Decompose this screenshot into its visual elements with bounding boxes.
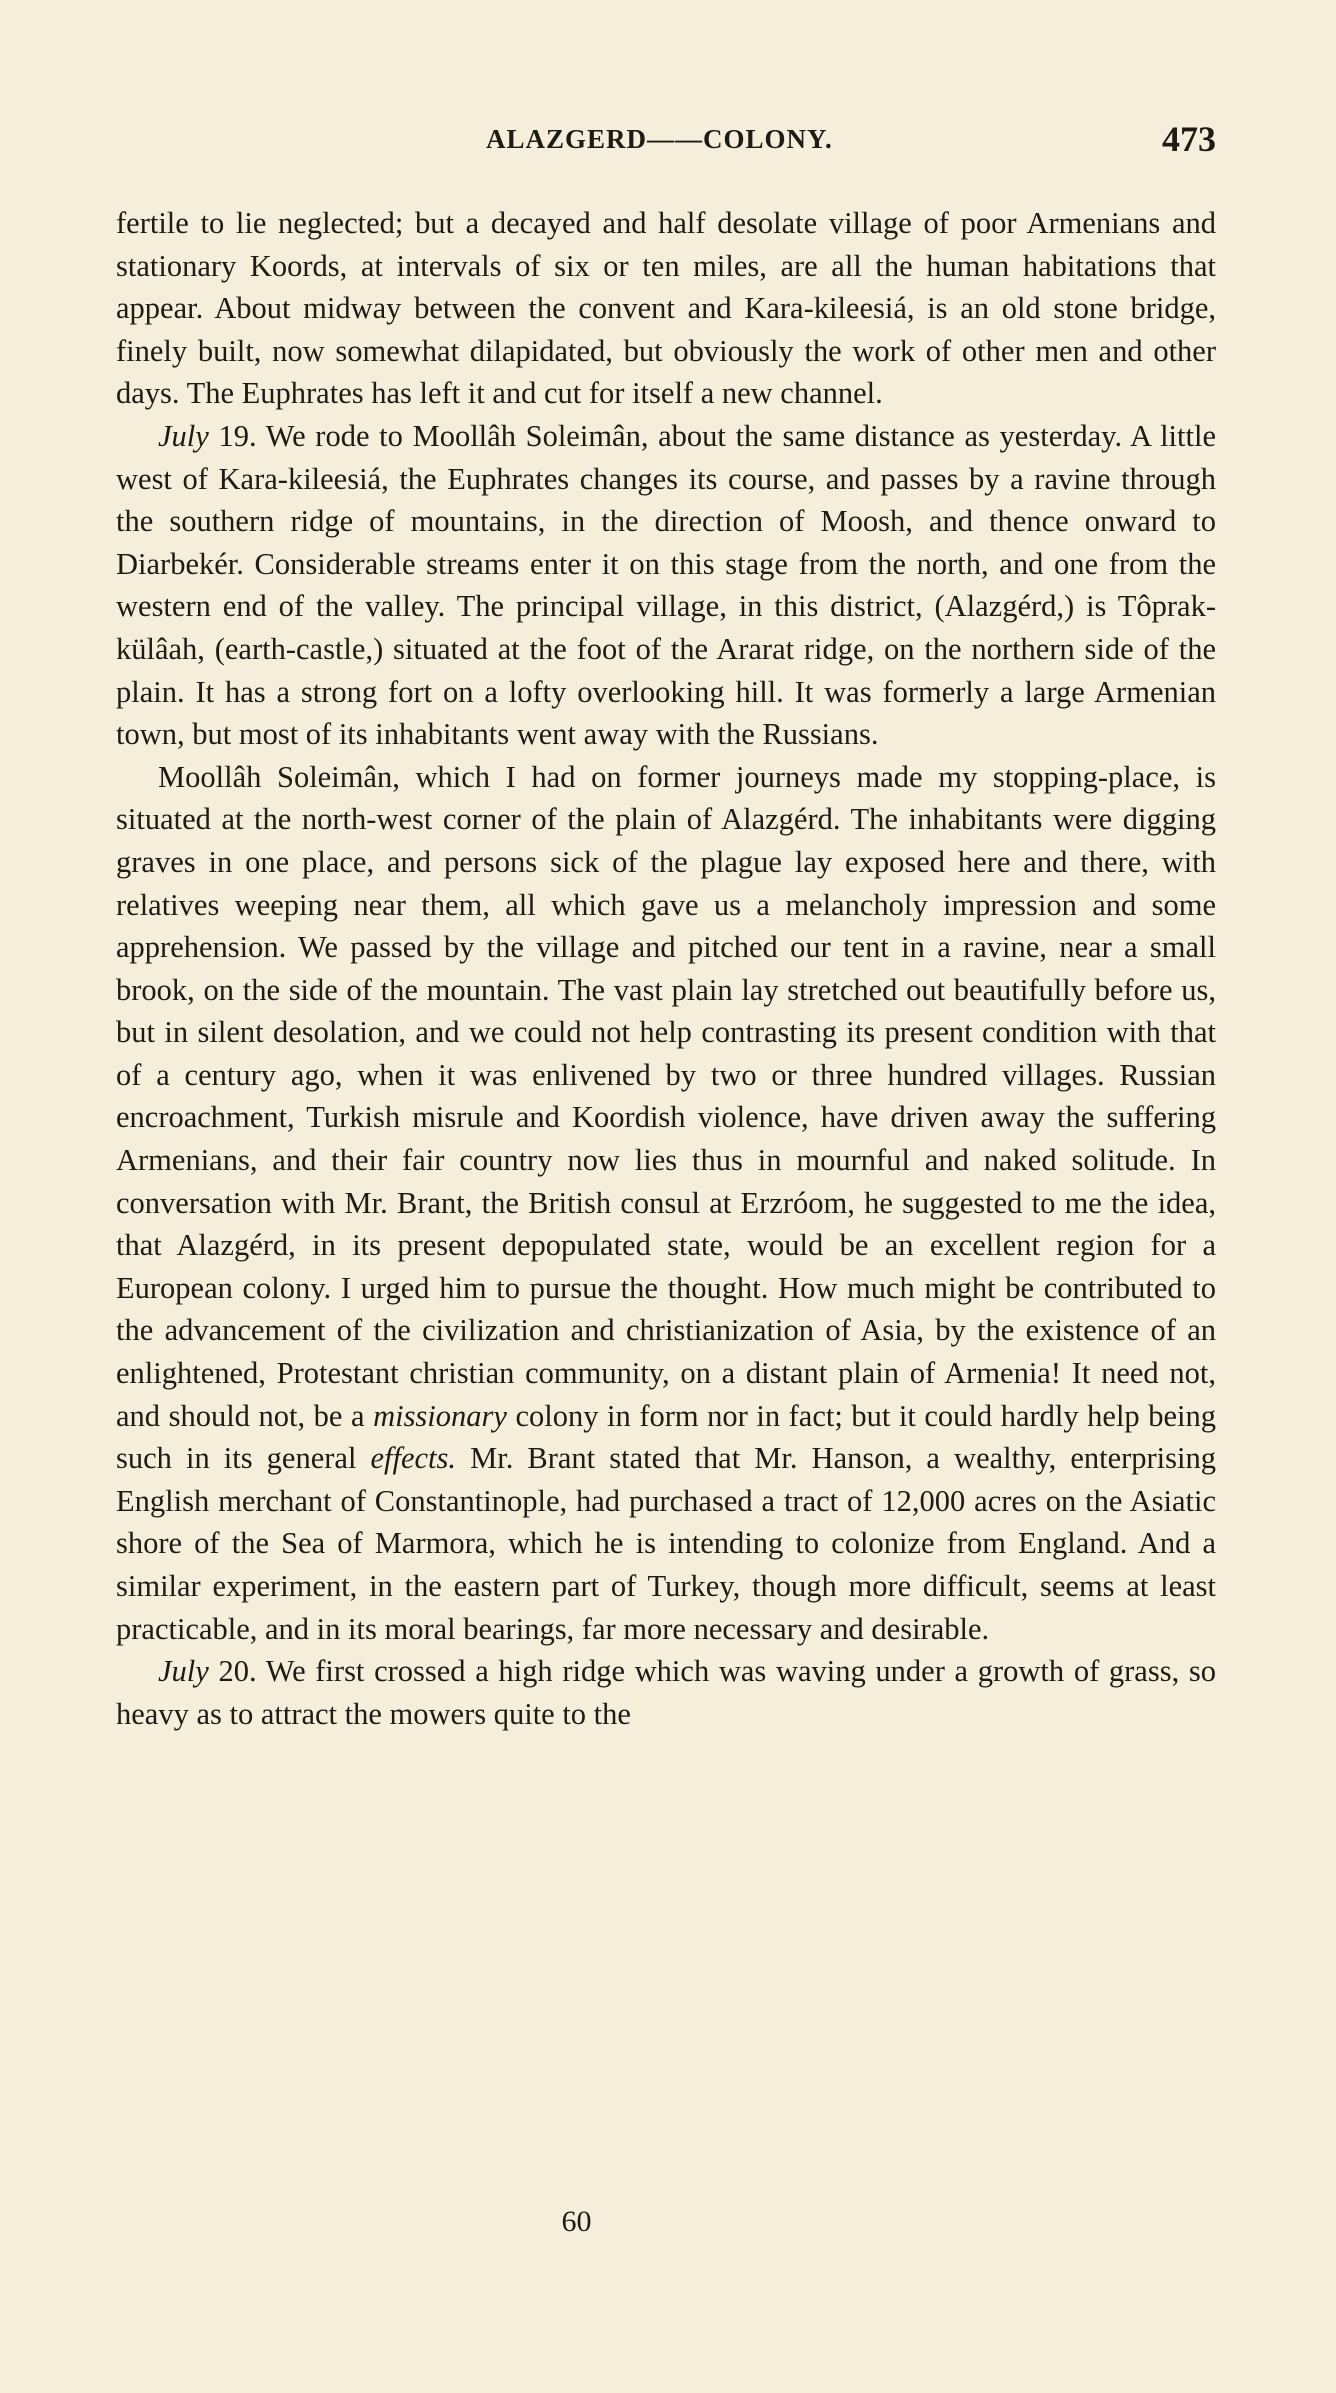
italic-text: missionary [373,1398,507,1433]
page-number: 473 [1162,119,1216,159]
text-segment: Mr. Brant stated that Mr. Hanson, a wealthy, enterprising English merchant of Constantinople, had purchased a tract of 12,000 acres on the Asiatic shore of the Sea of Marmora, which he is intending to colonize from England. And a similar experiment, in the eastern part of Turkey, though more difficult, seems at least practicable, and in its moral bearings, far more necessary and desirable. [116,1441,1216,1646]
text-segment: fertile to lie neglected; but a decayed and half desolate village of poor Armenians and stationary Koords, at intervals of six or ten miles, are all the human habitations that appear. About midway between the convent and Kara-kileesiá, is an old stone bridge, finely built, now somewhat dilapidated, but obviously the work of other men and other days. The Euphrates has left it and cut for itself a new channel. [116,206,1216,411]
paragraph [116,756,1216,1650]
paragraph [116,415,1216,756]
text-segment: 20. We first crossed a high ridge which was waving under a growth of grass, so heavy as to attract the mowers quite to the [116,1654,1216,1731]
text-segment: colony in form nor in fact; but it could hardly help being such in its general [116,1398,1216,1476]
paragraph [116,202,1216,415]
page-header [116,118,1216,166]
text-segment: Moollâh Soleimân, which I had on former journeys made my stopping-place, is situated at the north-west corner of the plain of Alazgérd. The inhabitants were digging graves in one place, and persons sick of the plague lay exposed here and there, with relatives weeping near them, all which gave us a melancholy impression and some apprehension. We passed by the village and pitched our tent in a ravine, near a small brook, on the side of the mountain. The vast plain lay stretched out beautifully before us, but in silent desolation, and we could not help contrasting its present condition with that of a century ago, when it was enlivened by two or three hundred villages. Russian encroachment, Turkish misrule and Koordish violence, have driven away the suffering Armenians, and their fair country now lies thus in mournful and naked solitude. In conversation with Mr. Brant, the British consul at Erzróom, he suggested to me the idea, that Alazgérd, in its present depopulated state, would be an excellent region for a European colony. I urged him to pursue the thought. How much might be contributed to the advancement of the civilization and christianization of Asia, by the existence of an enlightened, Protestant christian community, on a distant plain of Armenia! It need not, and should not, be a [116,759,1216,1433]
paragraph [116,1650,1216,1735]
italic-text: July [158,1654,209,1689]
text-segment: 19. We rode to Moollâh Soleimân, about the same distance as yesterday. A little west of Kara-kileesiá, the Euphrates changes its course, and passes by a ravine through the southern ridge of mountains, in the direction of Moosh, and thence onward to Diarbekér. Considerable streams enter it on this stage from the north, and one from the western end of the valley. The principal village, in this district, (Alazgérd,) is Tôprak-külâah, (earth-castle,) situated at the foot of the Ararat ridge, on the northern side of the plain. It has a strong fort on a lofty overlooking hill. It was formerly a large Armenian town, but most of its inhabitants went away with the Russians. [116,418,1216,752]
signature-mark: 60 [561,2205,592,2238]
running-head: ALAZGERD——COLONY. [486,124,833,154]
italic-text: July [158,418,209,453]
italic-text: effects. [370,1441,457,1476]
body-text [116,202,1216,1735]
